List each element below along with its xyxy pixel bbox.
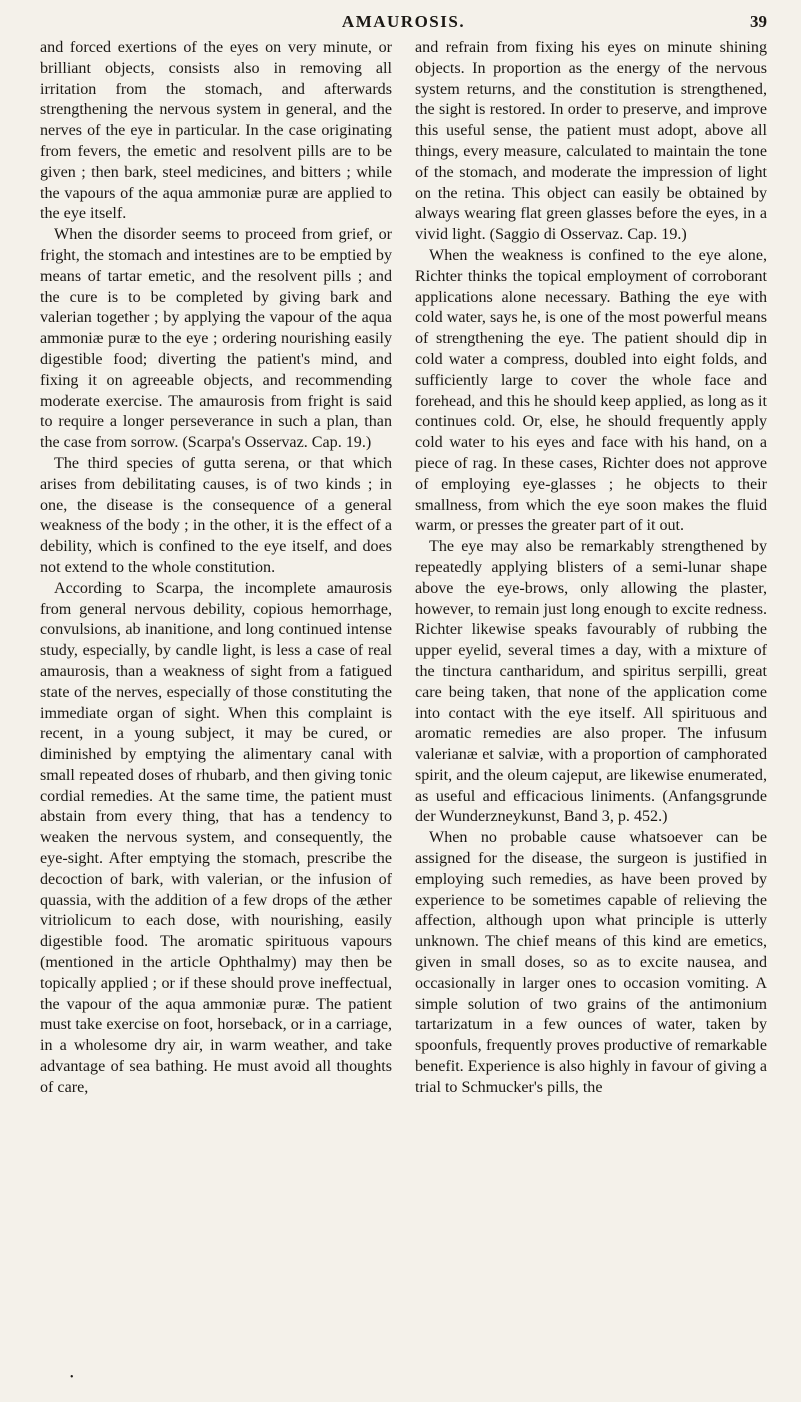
paragraph: When no probable cause whatsoever can be assigned for the disease, the surgeon is justified in employing such remedies, as have been proved by experience to be sometimes capable of relieving the affection, although upon what principle is utterly unknown. The chief means of this kind are emetics, given in small doses, so as to excite nausea, and occasionally in larger ones to occasion vomiting. A simple solution of two grains of the antimonium tartarizatum in a few ounces of water, taken by spoonfuls, frequently proves productive of remarkable benefit. Experience is also highly in favour of giving a trial to Schmucker's pills, the <box>415 829 767 1096</box>
paragraph: The eye may also be remarkably strengthened by repeatedly applying blisters of a semi-lunar shape above the eye-brows, only allowing the plaster, however, to remain just long enough to excite redness. Richter likewise speaks favourably of rubbing the upper eyelid, several times a day, with a mixture of the tinctura cantharidum, and spiritus serpilli, great care being taken, that none of the application come into contact with the eye itself. All spirituous and aromatic remedies are also proper. The infusum valerianæ et salviæ, with a proportion of camphorated spirit, and the oleum cajeput, are likewise enumerated, as useful and efficacious liniments. (Anfangsgrunde der Wunderzneykunst, Band 3, p. 452.) <box>415 538 767 826</box>
running-head <box>40 8 767 38</box>
paragraph: and forced exertions of the eyes on very minute, or brilliant objects, consists also in removing all irritation from the stomach, and afterwards strengthening the nervous system in general, and the nerves of the eye in particular. In the case originating from fevers, the emetic and resolvent pills are to be given ; then bark, steel medicines, and bitters ; while the vapours of the aqua ammoniæ puræ are applied to the eye itself. <box>40 39 392 223</box>
running-title: AMAUROSIS. <box>341 12 466 31</box>
paragraph: When the disorder seems to proceed from grief, or fright, the stomach and intestines are to be emptied by means of tartar emetic, and the resolvent pills ; and the cure is to be completed by giving bark and valerian together ; by applying the vapour of the aqua ammoniæ puræ to the eye ; ordering nourishing easily digestible food; diverting the patient's mind, and fixing it on agreeable objects, and recommending moderate exercise. The amaurosis from fright is said to require a longer perseverance in such a plan, than the case from sorrow. (Scarpa's Osservaz. Cap. 19.) <box>40 226 392 452</box>
left-column <box>40 38 392 1099</box>
paragraph: When the weakness is confined to the eye alone, Richter thinks the topical employment of corroborant applications alone necessary. Bathing the eye with cold water, says he, is one of the most powerful means of strengthening the eye. The patient should dip in cold water a compress, doubled into eight folds, and sufficiently large to cover the whole face and forehead, and this he should keep applied, as long as it continues cold. Or, else, he should frequently apply cold water to his eyes and face with his hand, on a piece of rag. In these cases, Richter does not approve of employing eye-glasses ; he objects to their smallness, from which the eye soon makes the fluid warm, or presses the greater part of it out. <box>415 246 767 535</box>
paragraph: and refrain from fixing his eyes on minute shining objects. In proportion as the energy of the nervous system returns, and the constitution is strengthened, the sight is restored. In order to preserve, and improve this useful sense, the patient must adopt, above all things, every measure, calculated to maintain the tone of the stomach, and moderate the impression of light on the retina. This object can easily be obtained by always wearing flat green glasses before the eyes, in a vivid light. (Saggio di Osservaz. Cap. 19.) <box>415 39 767 244</box>
right-column <box>415 38 767 1099</box>
text-columns <box>40 38 767 1099</box>
paragraph: The third species of gutta serena, or that which arises from debilitating causes, is of two kinds ; in one, the disease is the consequence of a general weakness of the body ; in the other, it is the effect of a debility, which is confined to the eye itself, and does not extend to the whole constitution. <box>40 454 392 576</box>
paragraph: According to Scarpa, the incomplete amaurosis from general nervous debility, copious hemorrhage, convulsions, ab inanitione, and long continued intense study, especially, by candle light, is less a case of real amaurosis, than a weakness of sight from a fatigued state of the nerves, especially of those constituting the immediate organ of sight. When this complaint is recent, in a young subject, it may be cured, or diminished by emptying the alimentary canal with small repeated doses of rhubarb, and then giving tonic cordial remedies. At the same time, the patient must abstain from every thing, that has a tendency to weaken the nervous system, and consequently, the eye-sight. After emptying the stomach, prescribe the decoction of bark, with valerian, or the infusion of quassia, with the addition of a few drops of the æther vitriolicum to each dose, with nourishing, easily digestible food. The aromatic spirituous vapours (mentioned in the article Ophthalmy) may then be topically applied ; or if these should prove ineffectual, the vapour of the aqua ammoniæ puræ. The patient must take exercise on foot, horseback, or in a carriage, in a wholesome dry air, in warm weather, and take advantage of sea bathing. He must avoid all thoughts of care, <box>40 579 392 1096</box>
print-mark: • <box>70 1372 74 1383</box>
page-number: 39 <box>750 12 767 31</box>
